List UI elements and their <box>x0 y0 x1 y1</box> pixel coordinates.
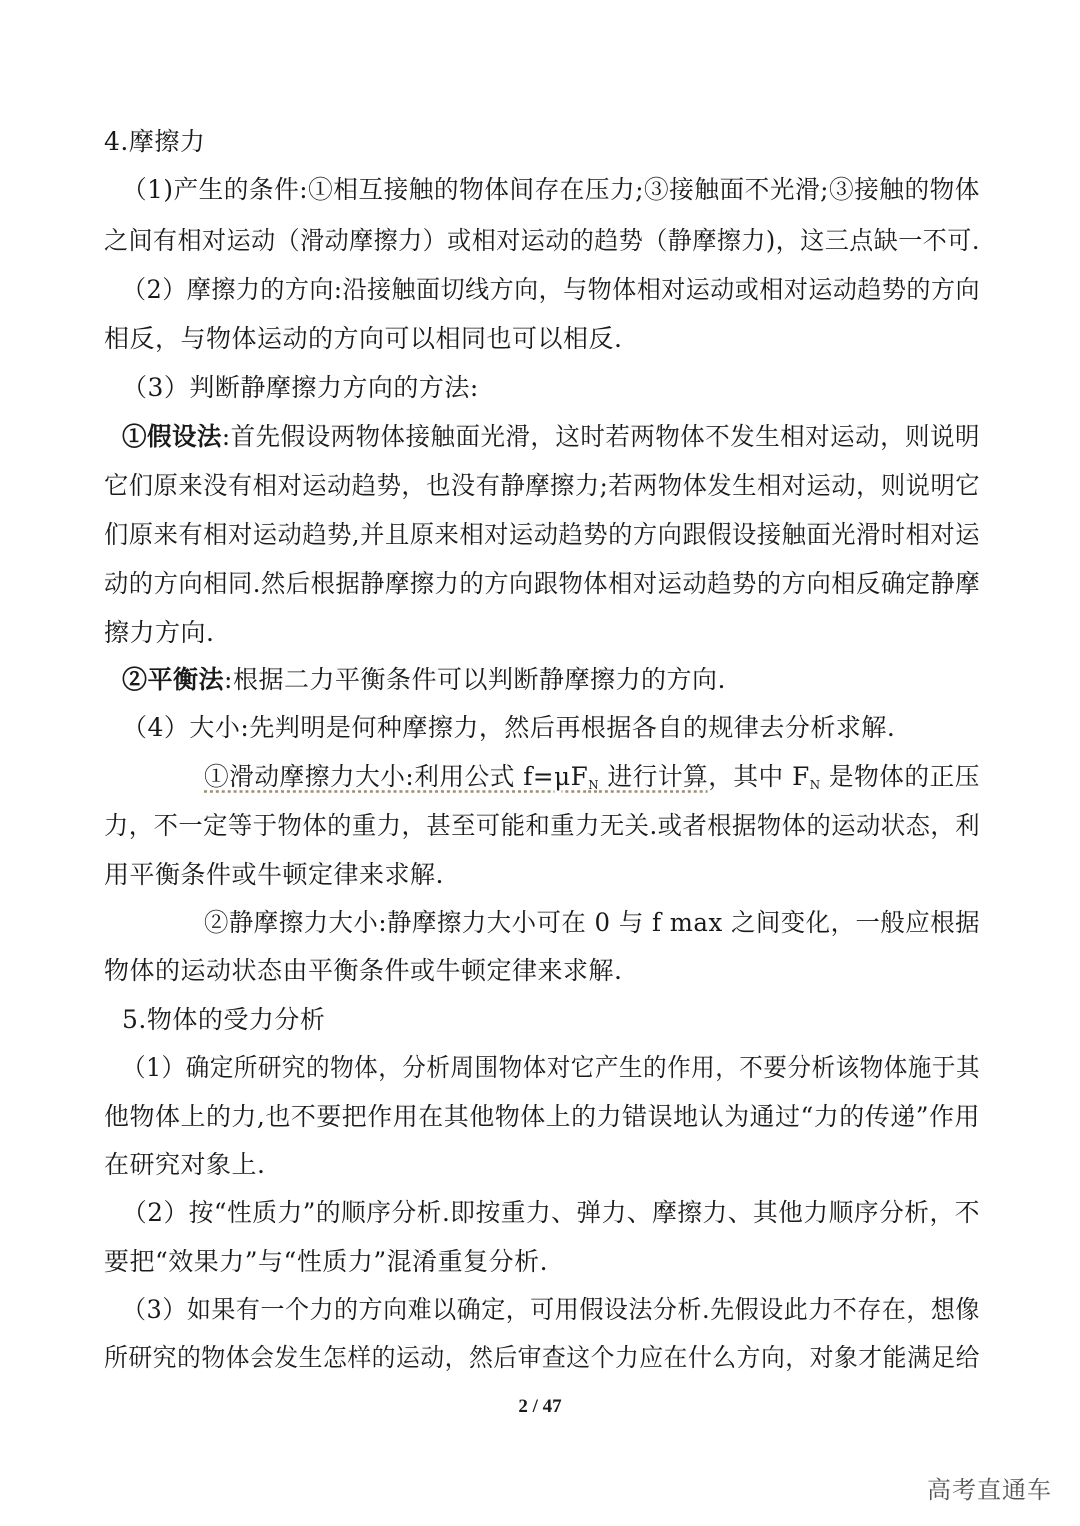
formula-underlined: ①滑动摩擦力大小:利用公式 $f=\mu F_N$ 进行计算 <box>204 762 709 792</box>
page-number: 2 / 47 <box>518 1396 562 1417</box>
method-1-label: ①假设法 <box>122 422 222 451</box>
paragraph-1-line-1: （1)产生的条件:①相互接触的物体间存在压力;③接触面不光滑;③接触的物体 <box>122 175 980 204</box>
method-2-label: ②平衡法 <box>122 665 225 694</box>
watermark-text: 高考直通车 <box>927 1476 1052 1504</box>
document-page: 4.摩擦力 （1)产生的条件:①相互接触的物体间存在压力;③接触面不光滑;③接触的物体 之间有相对运动（滑动摩擦力）或相对运动的趋势（静摩擦力)，这三点缺一不可. （2）摩擦力的方向:沿接触面切线方向，与物体相对运动或相对运动趋势的方向 相反，与物体运动的方向可以相同也可以相反. （3）判断静摩擦力方向的方法: ①假设法:首先假设两物体接触面光滑，这时若两物体不发生相对运动，则说明 它们原来没有相对运动趋势，也没有静摩擦力;若两物体发生相对运动，则说明它 们原来有相对运动趋势,并且原来相对运动趋势的方向跟假设接触面光滑时相对运 动的方向相同.然后根据静摩擦力的方向跟物体相对运动趋势的方向相反确定静摩 擦力方向. ②平衡法:根据二力平衡条件可以判断静摩擦力的方向. （4）大小:先判明是何种摩擦力，然后再根据各自的规律去分析求解. ①滑动摩擦力大小:利用公式 $f=\mu F_N$ 进行计算，其中 $F_N$ 是物体的正压 力，不一定等于物体的重力，甚至可能和重力无关.或者根据物体的运动状态，利 用平衡条件或牛顿定律来求解. ②静摩擦力大小:静摩擦力大小可在 0 与 f max 之间变化，一般应根据 物体的运动状态由平衡条件或牛顿定律来求解. 5.物体的受力分析 （1）确定所研究的物体，分析周围物体对它产生的作用，不要分析该物体施于其 他物体上的力,也不要把作用在其他物体上的力错误地认为通过“力的传递”作用 在研究对象上. （2）按“性质力”的顺序分析.即按重力、弹力、摩擦力、其他力顺序分析，不 要把“效果力”与“性质力”混淆重复分析. （3）如果有一个力的方向难以确定，可用假设法分析.先假设此力不存在，想像 所研究的物体会发生怎样的运动，然后审查这个力应在什么方向，对象才能满足给 2 / 47 高考直通车 <box>0 0 1080 1526</box>
